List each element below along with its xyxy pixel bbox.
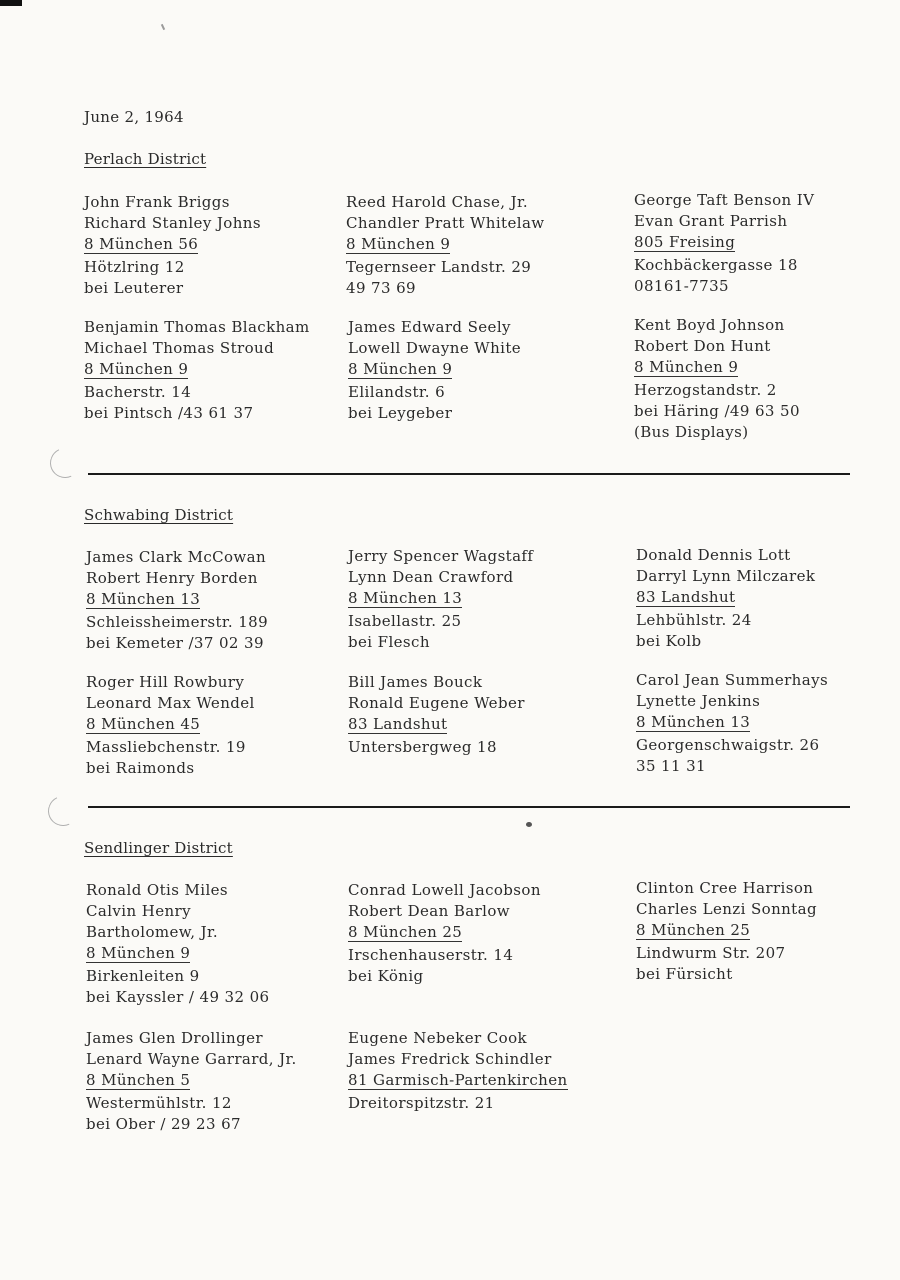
city-line: 8 München 13: [636, 713, 751, 731]
person-name: Chandler Pratt Whitelaw: [346, 214, 545, 232]
ink-dot: [526, 822, 532, 827]
address-line: Lindwurm Str. 207: [636, 944, 786, 962]
address-entry: [636, 545, 815, 652]
address-entry: [636, 670, 828, 777]
city-line: 8 München 25: [348, 923, 463, 941]
person-name: George Taft Benson IV: [634, 191, 815, 209]
person-name: Charles Lenzi Sonntag: [636, 900, 817, 918]
city-line: 8 München 9: [348, 360, 453, 378]
address-line: bei Leygeber: [348, 404, 453, 422]
address-line: 08161-7735: [634, 277, 729, 295]
person-name: Eugene Nebeker Cook: [348, 1029, 528, 1047]
section-divider: [88, 473, 850, 475]
address-line: bei Fürsicht: [636, 965, 733, 983]
city-line: 8 München 5: [86, 1071, 191, 1089]
person-name: Conrad Lowell Jacobson: [348, 881, 541, 899]
address-entry: [84, 317, 310, 424]
person-name: Bartholomew, Jr.: [86, 923, 219, 941]
address-entry: [634, 190, 814, 297]
person-name: Clinton Cree Harrison: [636, 879, 814, 897]
section-divider: [88, 806, 850, 808]
person-name: Roger Hill Rowbury: [86, 673, 245, 691]
person-name: Carol Jean Summerhays: [636, 671, 829, 689]
city-line: 8 München 56: [84, 235, 199, 253]
person-name: Bill James Bouck: [348, 673, 483, 691]
address-line: Kochbäckergasse 18: [634, 256, 798, 274]
address-entry: [348, 317, 521, 424]
person-name: Benjamin Thomas Blackham: [84, 318, 310, 336]
person-name: Michael Thomas Stroud: [84, 339, 275, 357]
city-line: 83 Landshut: [348, 715, 448, 733]
city-line: 8 München 9: [346, 235, 451, 253]
address-line: Irschenhauserstr. 14: [348, 946, 514, 964]
address-line: bei Häring /49 63 50: [634, 402, 800, 420]
address-line: 35 11 31: [636, 757, 706, 775]
address-line: Georgenschwaigstr. 26: [636, 736, 820, 754]
scan-tick-mark: [161, 24, 165, 30]
city-line: 8 München 9: [86, 944, 191, 962]
address-line: bei König: [348, 967, 424, 985]
address-entry: [348, 672, 525, 758]
district-title-sendlinger: Sendlinger District: [84, 839, 233, 857]
person-name: Donald Dennis Lott: [636, 546, 791, 564]
person-name: Richard Stanley Johns: [84, 214, 261, 232]
city-line: 83 Landshut: [636, 588, 736, 606]
address-entry: [86, 547, 268, 654]
address-line: Dreitorspitzstr. 21: [348, 1094, 495, 1112]
city-line: 8 München 9: [84, 360, 189, 378]
person-name: Darryl Lynn Milczarek: [636, 567, 816, 585]
address-entry: [348, 880, 541, 987]
address-line: Westermühlstr. 12: [86, 1094, 232, 1112]
address-line: bei Ober / 29 23 67: [86, 1115, 241, 1133]
city-line: 8 München 45: [86, 715, 201, 733]
address-entry: [86, 1028, 297, 1135]
person-name: Kent Boyd Johnson: [634, 316, 785, 334]
person-name: Ronald Eugene Weber: [348, 694, 525, 712]
person-name: James Clark McCowan: [86, 548, 267, 566]
person-name: Calvin Henry: [86, 902, 191, 920]
address-line: Birkenleiten 9: [86, 967, 200, 985]
address-line: Isabellastr. 25: [348, 612, 462, 630]
address-line: Lehbühlstr. 24: [636, 611, 752, 629]
person-name: Lynn Dean Crawford: [348, 568, 514, 586]
address-line: Bacherstr. 14: [84, 383, 192, 401]
address-line: Elilandstr. 6: [348, 383, 446, 401]
address-line: bei Raimonds: [86, 759, 195, 777]
address-entry: [86, 672, 255, 779]
scan-corner-mark: [0, 0, 22, 6]
address-line: bei Flesch: [348, 633, 430, 651]
person-name: Lenard Wayne Garrard, Jr.: [86, 1050, 297, 1068]
person-name: James Glen Drollinger: [86, 1029, 263, 1047]
address-line: bei Kemeter /37 02 39: [86, 634, 264, 652]
person-name: Lowell Dwayne White: [348, 339, 522, 357]
address-line: bei Kolb: [636, 632, 702, 650]
city-line: 8 München 13: [348, 589, 463, 607]
city-line: 8 München 9: [634, 358, 739, 376]
address-line: Herzogstandstr. 2: [634, 381, 777, 399]
city-line: 805 Freising: [634, 233, 736, 251]
person-name: John Frank Briggs: [84, 193, 230, 211]
person-name: Ronald Otis Miles: [86, 881, 229, 899]
punch-hole-bottom: [44, 792, 82, 830]
address-line: Massliebchenstr. 19: [86, 738, 246, 756]
document-date: June 2, 1964: [84, 108, 184, 126]
person-name: Robert Dean Barlow: [348, 902, 511, 920]
district-title-perlach: Perlach District: [84, 150, 207, 168]
address-line: bei Pintsch /43 61 37: [84, 404, 254, 422]
person-name: Reed Harold Chase, Jr.: [346, 193, 529, 211]
person-name: Evan Grant Parrish: [634, 212, 788, 230]
person-name: Lynette Jenkins: [636, 692, 761, 710]
city-line: 8 München 25: [636, 921, 751, 939]
district-title-schwabing: Schwabing District: [84, 506, 234, 524]
person-name: Jerry Spencer Wagstaff: [348, 547, 534, 565]
address-entry: [346, 192, 545, 299]
person-name: Robert Don Hunt: [634, 337, 771, 355]
address-entry: [636, 878, 817, 985]
address-line: Untersbergweg 18: [348, 738, 497, 756]
address-entry: [348, 1028, 568, 1114]
person-name: Robert Henry Borden: [86, 569, 258, 587]
punch-hole-top: [46, 444, 84, 482]
address-line: 49 73 69: [346, 279, 416, 297]
address-line: Schleissheimerstr. 189: [86, 613, 269, 631]
city-line: 8 München 13: [86, 590, 201, 608]
person-name: James Fredrick Schindler: [348, 1050, 552, 1068]
person-name: James Edward Seely: [348, 318, 511, 336]
address-entry: [634, 315, 800, 443]
address-line: Hötzlring 12: [84, 258, 185, 276]
address-entry: [348, 546, 533, 653]
address-line: bei Kayssler / 49 32 06: [86, 988, 270, 1006]
address-entry: [86, 880, 270, 1008]
person-name: Leonard Max Wendel: [86, 694, 255, 712]
city-line: 81 Garmisch-Partenkirchen: [348, 1071, 568, 1089]
address-entry: [84, 192, 261, 299]
address-line: bei Leuterer: [84, 279, 184, 297]
address-line: Tegernseer Landstr. 29: [346, 258, 532, 276]
address-line: (Bus Displays): [634, 423, 749, 441]
